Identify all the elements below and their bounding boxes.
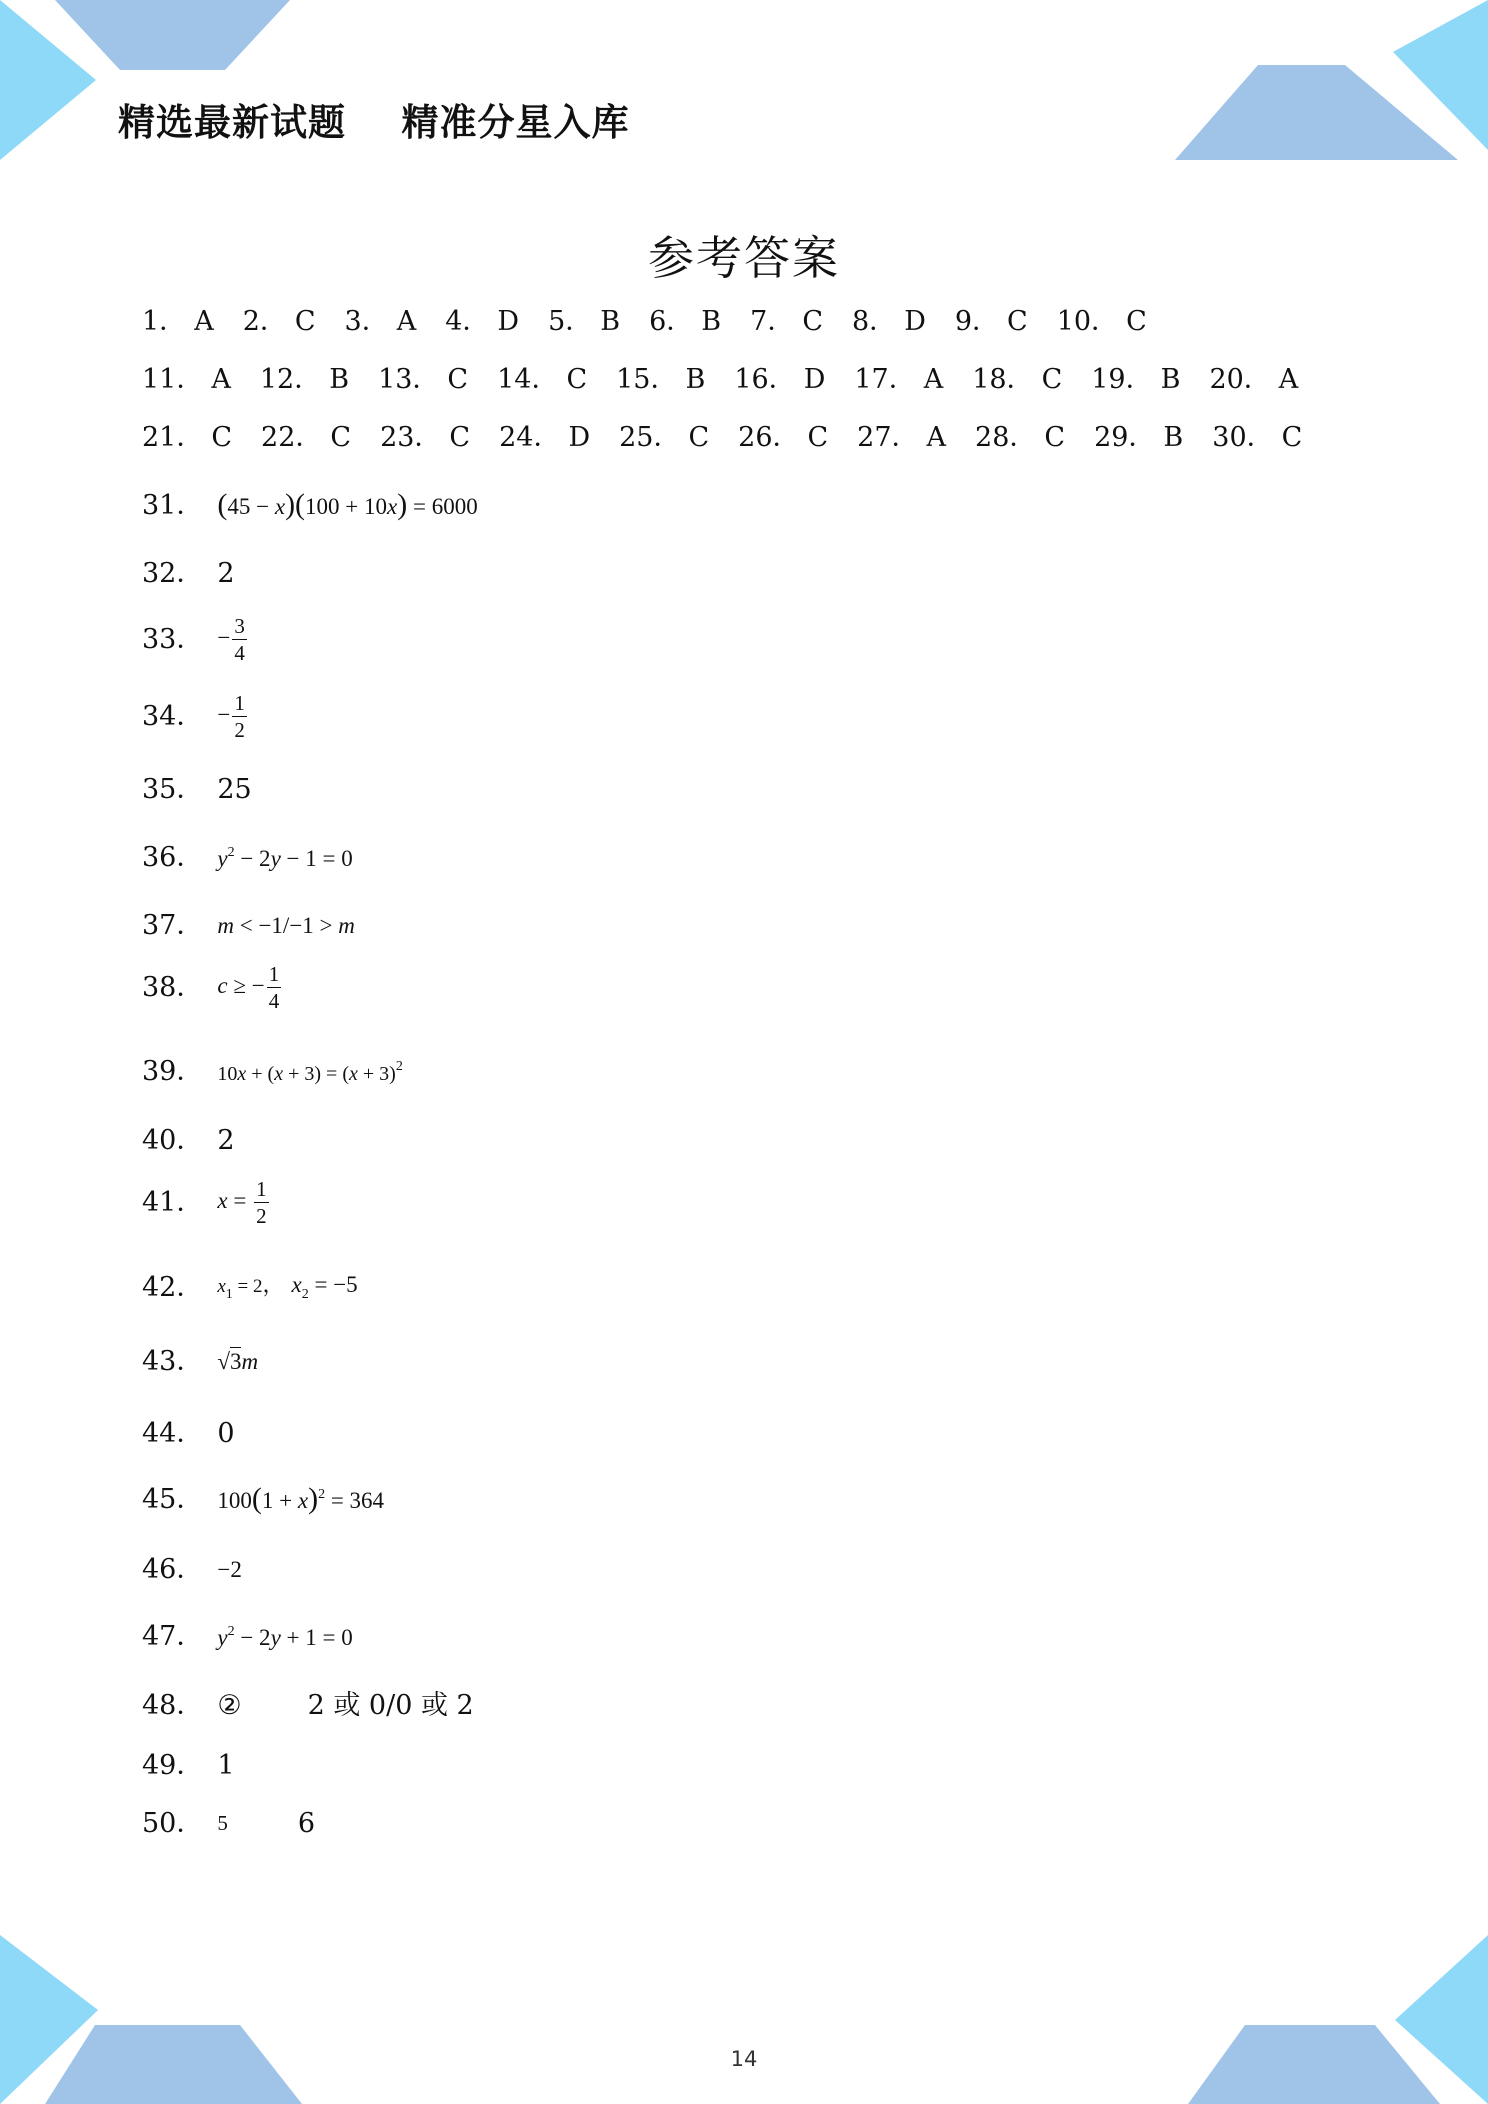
answer-value: 2 (217, 558, 235, 589)
answer-part-1: ② (217, 1690, 242, 1721)
question-number: 27． (857, 422, 919, 453)
choice-letter: C (1041, 364, 1063, 395)
mc-answer (499, 424, 590, 451)
mc-answer (261, 424, 351, 451)
mc-answer (649, 308, 721, 335)
mc-answer (142, 308, 214, 335)
mc-answer (857, 424, 946, 451)
question-number: 15． (616, 364, 678, 395)
question-number: 47． (142, 1621, 204, 1652)
choice-letter: C (802, 306, 823, 337)
question-number: 30． (1212, 422, 1274, 453)
answer-47 (142, 1623, 353, 1650)
choice-letter: B (1163, 422, 1184, 453)
question-number: 14． (497, 364, 559, 395)
question-number: 40． (142, 1125, 204, 1156)
answer-43 (142, 1348, 258, 1375)
question-number: 11． (142, 364, 204, 395)
answer-part-1: 5 (217, 1811, 228, 1835)
answer-formula: $y^2 - 2y - 1 = 0$ (217, 844, 353, 871)
choice-letter: C (688, 422, 710, 453)
choice-letter: A (194, 306, 214, 337)
choice-letter: B (685, 364, 706, 395)
answer-formula: $y^2 - 2y + 1 = 0$ (217, 1623, 353, 1650)
answer-formula: x = $\frac{1}{2}$ (217, 1177, 267, 1229)
answer-38 (142, 963, 283, 1012)
answer-formula: (45 − x)(100 + 10x) = 6000 (217, 488, 478, 521)
question-number: 12． (259, 364, 322, 395)
question-number: 43． (142, 1346, 204, 1377)
question-number: 20． (1209, 364, 1271, 395)
answer-50 (142, 1810, 315, 1837)
question-number: 3． (344, 306, 389, 337)
choice-letter: A (211, 364, 231, 395)
mc-answer (260, 366, 349, 393)
mc-row-3 (142, 424, 1331, 451)
choice-letter: C (447, 364, 469, 395)
question-number: 13． (378, 364, 440, 395)
question-number: 2． (242, 306, 287, 337)
answer-formula: c ≥ − $\frac{1}{4}$ (217, 962, 280, 1014)
mc-answer (142, 424, 232, 451)
question-number: 41． (142, 1187, 204, 1219)
mc-answer (616, 366, 705, 393)
mc-answer (738, 424, 828, 451)
answer-49 (142, 1752, 235, 1779)
answer-36 (142, 844, 353, 871)
question-number: 18． (972, 364, 1034, 395)
choice-letter: B (1160, 364, 1181, 395)
answer-value: 1 (217, 1750, 235, 1781)
choice-letter: C (1007, 306, 1028, 337)
mc-answer (1212, 424, 1302, 451)
question-number: 35． (142, 774, 204, 805)
question-number: 7． (750, 306, 795, 337)
mc-answer (243, 308, 316, 335)
choice-letter: C (449, 422, 471, 453)
choice-letter: A (396, 306, 417, 337)
answer-48 (142, 1692, 474, 1719)
mc-row-1 (142, 308, 1176, 335)
choice-letter: C (330, 422, 352, 453)
answer-45 (142, 1484, 384, 1514)
question-number: 31． (142, 489, 204, 521)
answer-formula: m < −1/−1 > m (217, 913, 355, 938)
question-number: 32． (142, 558, 204, 589)
question-number: 19． (1091, 364, 1153, 395)
question-number: 24． (499, 422, 561, 453)
answer-35 (142, 776, 252, 803)
answer-formula: $10x + (x + 3) = (x + 3)^2$ (217, 1058, 403, 1085)
header-slogan: 精选最新试题 精准分星入库 (118, 101, 630, 144)
choice-letter: C (1126, 306, 1147, 337)
question-number: 5． (548, 306, 593, 337)
choice-letter: D (497, 306, 520, 337)
answer-value: 25 (217, 774, 252, 805)
mc-answer (619, 424, 709, 451)
choice-letter: C (1044, 422, 1066, 453)
mc-answer (497, 366, 587, 393)
answer-value: 2 (217, 1125, 235, 1156)
question-number: 23． (380, 422, 442, 453)
mc-answer (345, 308, 417, 335)
choice-letter: C (211, 422, 233, 453)
mc-answer (975, 424, 1065, 451)
mc-answer (1057, 308, 1147, 335)
answer-41 (142, 1178, 271, 1227)
answer-part-2: 6 (297, 1808, 316, 1839)
choice-letter: B (701, 306, 722, 337)
question-number: 1． (142, 306, 187, 337)
question-number: 42． (142, 1272, 204, 1303)
question-number: 21． (142, 422, 204, 453)
answer-formula: − $\frac{3}{4}$ (217, 614, 245, 666)
answer-31 (142, 490, 478, 520)
mc-answer (1091, 366, 1180, 393)
answer-formula: − $\frac{1}{2}$ (217, 691, 245, 743)
mc-answer (378, 366, 468, 393)
answer-formula: √3m (217, 1349, 259, 1374)
top-right-trapezoid (1175, 65, 1458, 160)
question-number: 46． (142, 1554, 204, 1585)
mc-answer (380, 424, 470, 451)
answer-32 (142, 560, 235, 587)
answer-formula: $x_1 = 2$， $x_2 = -5$ (217, 1272, 358, 1302)
question-number: 16． (734, 364, 796, 395)
top-left-trapezoid (55, 0, 290, 70)
mc-answer (734, 366, 825, 393)
answer-34 (142, 692, 249, 741)
question-number: 25． (619, 422, 681, 453)
choice-letter: C (566, 364, 588, 395)
answer-44 (142, 1420, 235, 1447)
mc-answer (142, 366, 231, 393)
answer-part-2: 2 或 0/0 或 2 (307, 1690, 474, 1721)
answer-39 (142, 1058, 403, 1085)
question-number: 26． (738, 422, 800, 453)
question-number: 49． (142, 1750, 204, 1781)
question-number: 50． (142, 1808, 204, 1839)
choice-letter: B (600, 306, 621, 337)
mc-row-2 (142, 366, 1327, 393)
question-number: 39． (142, 1056, 204, 1087)
choice-letter: C (294, 306, 316, 337)
question-number: 6． (649, 306, 694, 337)
question-number: 44． (142, 1418, 204, 1449)
question-number: 10． (1056, 306, 1119, 337)
mc-answer (1094, 424, 1183, 451)
sqrt-icon: √ (217, 1349, 230, 1374)
answer-46 (142, 1556, 242, 1583)
answer-value: 0 (217, 1418, 235, 1449)
answer-formula: $100(1 + x)^2 = 364$ (217, 1482, 385, 1515)
choice-letter: D (803, 364, 826, 395)
mc-answer (445, 308, 519, 335)
mc-answer (1209, 366, 1298, 393)
choice-letter: A (1278, 364, 1299, 395)
answer-33 (142, 615, 249, 664)
question-number: 36． (142, 842, 204, 873)
page-number: 14 (730, 2047, 758, 2071)
mc-answer (854, 366, 943, 393)
choice-letter: C (807, 422, 829, 453)
question-number: 28． (975, 422, 1037, 453)
question-number: 4． (445, 306, 490, 337)
question-number: 34． (142, 701, 204, 733)
question-number: 22． (261, 422, 323, 453)
choice-letter: D (904, 306, 926, 337)
page-title: 参考答案 (648, 231, 840, 285)
question-number: 45． (142, 1483, 204, 1515)
choice-letter: C (1281, 422, 1303, 453)
mc-answer (972, 366, 1062, 393)
question-number: 48． (142, 1690, 204, 1721)
answer-37 (142, 912, 355, 939)
question-number: 8． (852, 306, 897, 337)
question-number: 9． (954, 306, 1000, 337)
question-number: 37． (142, 910, 204, 941)
choice-letter: A (926, 422, 947, 453)
question-number: 29． (1094, 422, 1156, 453)
mc-answer (548, 308, 620, 335)
choice-letter: D (568, 422, 591, 453)
mc-answer (955, 308, 1028, 335)
mc-answer (852, 308, 926, 335)
question-number: 33． (142, 624, 204, 656)
question-number: 17． (854, 364, 916, 395)
mc-answer (750, 308, 823, 335)
answer-42 (142, 1273, 358, 1302)
answer-40 (142, 1127, 235, 1154)
choice-letter: A (923, 364, 944, 395)
question-number: 38． (142, 972, 204, 1004)
answer-value: −2 (217, 1557, 242, 1582)
choice-letter: B (329, 364, 350, 395)
